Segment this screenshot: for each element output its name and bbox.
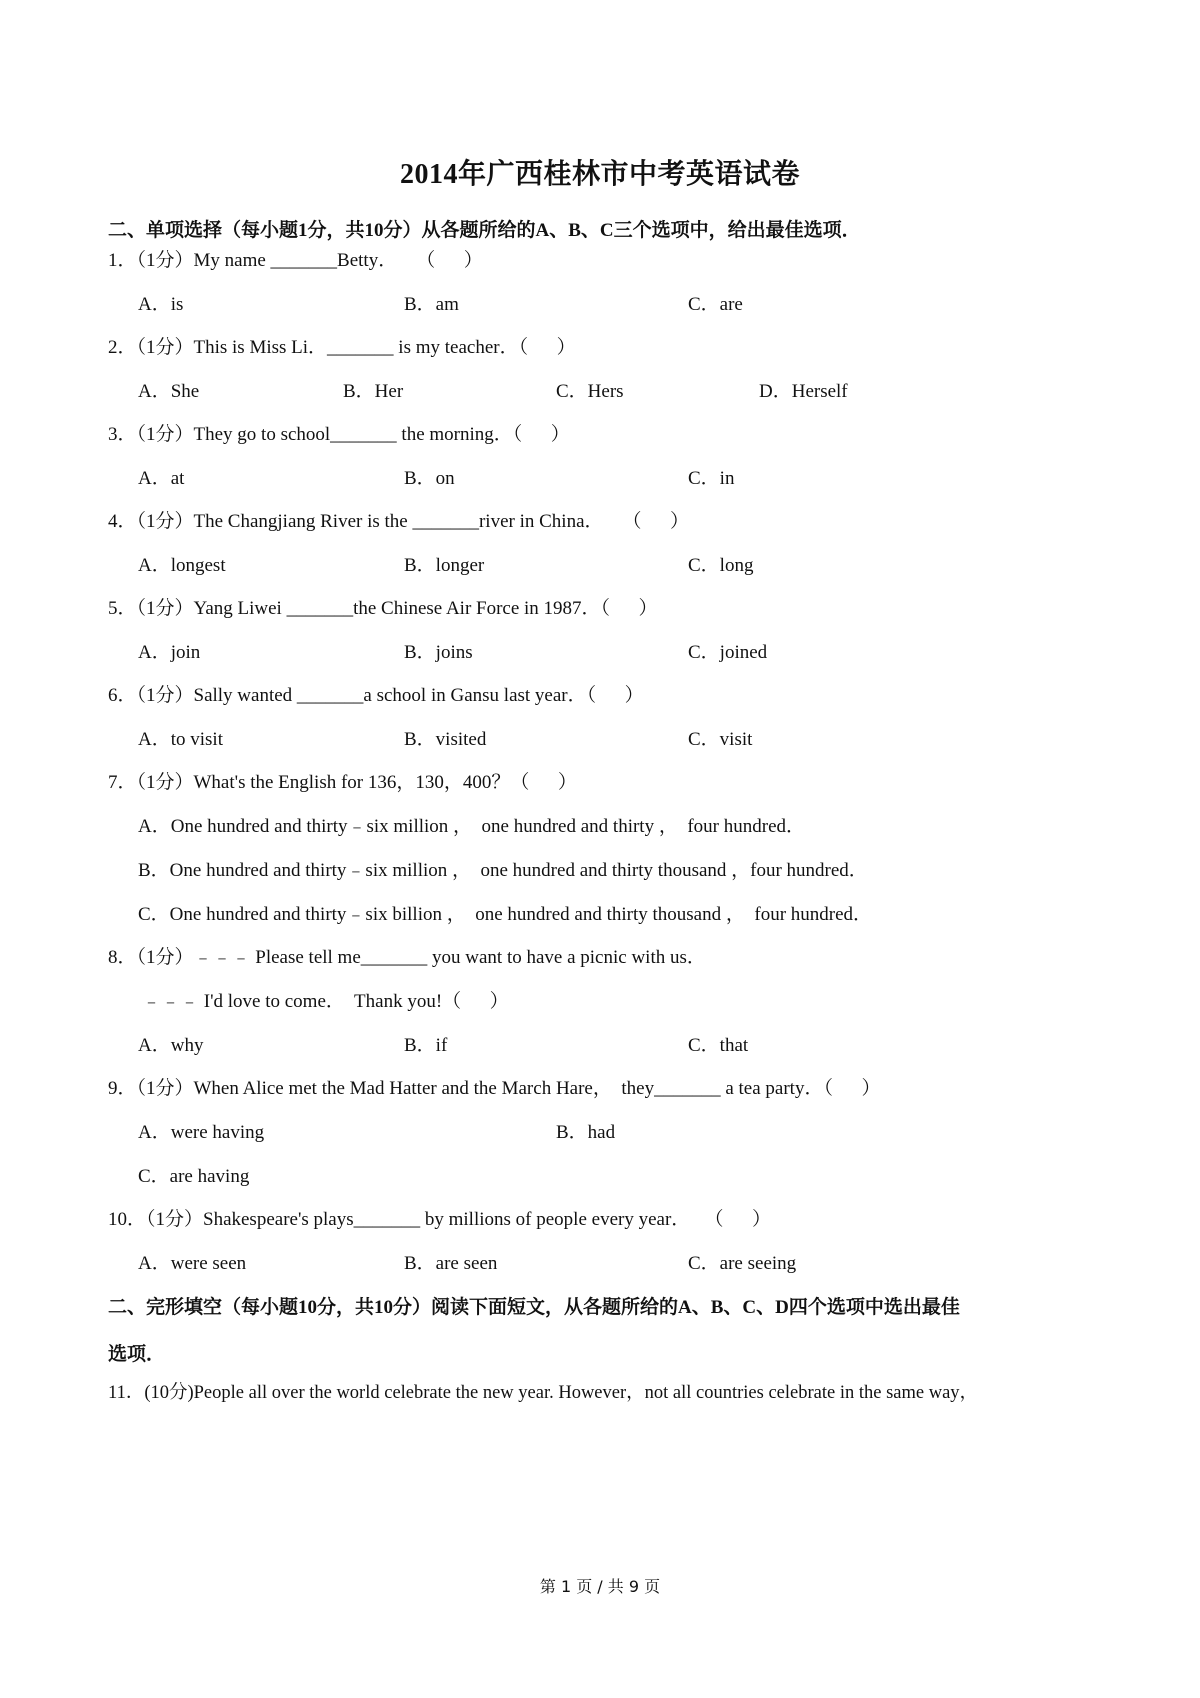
q10-option-a: A．were seen [138,1253,247,1274]
q7-option-b: B．One hundred and thirty﹣six million ， one hundred and thirty thousand ，four hundred． [138,860,868,881]
q3-option-a: A．at [138,468,185,489]
question-4: 4．（1分）The Changjiang River is the _______river in China． （ ） [108,511,690,532]
question-6: 6．（1分）Sally wanted _______a school in Gansu last year．（ ） [108,685,644,706]
q3-option-c: C．in [688,468,735,489]
q1-option-b: B．am [404,294,459,315]
q8-option-c: C．that [688,1035,749,1056]
q8-option-a: A．why [138,1035,204,1056]
q2-option-c: C．Hers [556,381,624,402]
q2-option-b: B．Her [343,381,404,402]
q6-option-b: B．visited [404,729,487,750]
question-5: 5．（1分）Yang Liwei _______the Chinese Air Force in 1987．（ ） [108,598,658,619]
q10-option-c: C．are seeing [688,1253,797,1274]
q9-option-c: C．are having [138,1166,250,1187]
question-2: 2．（1分）This is Miss Li．_______ is my teacher．（ ） [108,337,576,358]
q5-option-c: C．joined [688,642,768,663]
q10-option-b: B．are seen [404,1253,498,1274]
section-heading-cloze-line2: 选项． [108,1344,166,1365]
section-heading-cloze [108,1284,1108,1378]
q9-option-a: A．were having [138,1122,265,1143]
section-heading-cloze-line1: 二、完形填空（每小题10分，共10分）阅读下面短文，从各题所给的A、B、C、D四个选项中选出最佳 [108,1297,960,1318]
page-footer: 第 1 页 / 共 9 页 [539,1577,661,1596]
page-title: 2014年广西桂林市中考英语试卷 [399,159,800,190]
q4-option-c: C．long [688,555,754,576]
section-heading-single-choice: 二、单项选择（每小题1分，共10分）从各题所给的A、B、C三个选项中，给出最佳选项． [108,220,861,241]
q1-option-c: C．are [688,294,743,315]
q6-option-a: A．to visit [138,729,223,750]
question-3: 3．（1分）They go to school_______ the morning．（ ） [108,424,570,445]
question-8-reply: ﹣﹣﹣ I'd love to come． Thank you!（ ） [142,991,509,1012]
q8-option-b: B．if [404,1035,448,1056]
q7-option-a: A．One hundred and thirty﹣six million ， one hundred and thirty ， four hundred． [138,816,806,837]
q4-option-b: B．longer [404,555,485,576]
q3-option-b: B．on [404,468,455,489]
question-9: 9．（1分）When Alice met the Mad Hatter and the March Hare， they_______ a tea party．（ ） [108,1078,881,1099]
q9-option-b: B．had [556,1122,616,1143]
q2-option-d: D．Herself [759,381,848,402]
q4-option-a: A．longest [138,555,226,576]
q5-option-a: A．join [138,642,201,663]
q1-option-a: A．is [138,294,184,315]
question-7: 7．（1分）What's the English for 136，130，400？（ ） [108,772,577,793]
question-10: 10．（1分）Shakespeare's plays_______ by millions of people every year． （ ） [108,1209,772,1230]
question-1: 1．（1分）My name _______Betty． （ ） [108,250,483,271]
q6-option-c: C．visit [688,729,753,750]
question-8: 8．（1分）﹣﹣﹣ Please tell me_______ you want to have a picnic with us． [108,947,706,968]
q5-option-b: B．joins [404,642,473,663]
question-11: 11．(10分)People all over the world celebrate the new year. However，not all countries celebrate in the same way， [108,1383,979,1403]
q2-option-a: A．She [138,381,200,402]
q7-option-c: C．One hundred and thirty﹣six billion ， one hundred and thirty thousand ， four hundred． [138,904,873,925]
